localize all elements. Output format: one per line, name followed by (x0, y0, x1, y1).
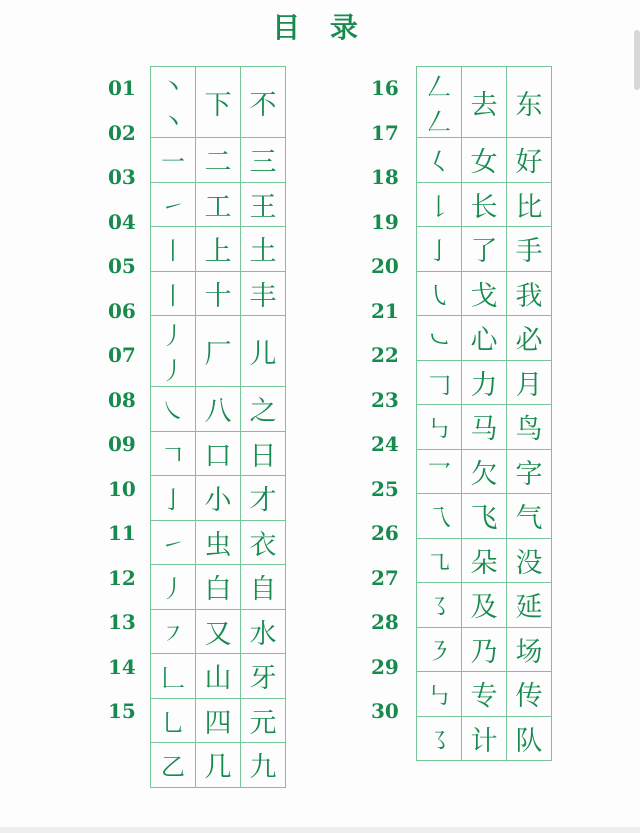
stroke-cell: ㇋ (417, 627, 462, 672)
stroke-cell: 𠃍 (151, 431, 196, 476)
character-cell: 力 (462, 360, 507, 405)
lesson-number: 08 (108, 387, 136, 412)
character-cell: 八 (196, 387, 241, 432)
grid-row (151, 227, 286, 272)
character-cell: 四 (196, 698, 241, 743)
character-cell: 没 (507, 538, 552, 583)
stroke-cell: ㇉ (417, 672, 462, 717)
character-cell: 女 (462, 138, 507, 183)
character-cell: 场 (507, 627, 552, 672)
character-cell: 月 (507, 360, 552, 405)
grid-row (151, 565, 286, 610)
lesson-number: 06 (108, 298, 136, 323)
lesson-number: 07 (108, 343, 136, 367)
lesson-number: 19 (371, 209, 399, 234)
character-cell: 乃 (462, 627, 507, 672)
lesson-number: 05 (108, 254, 136, 278)
stroke-cell: 亅 (151, 476, 196, 521)
character-cell: 朵 (462, 538, 507, 583)
lesson-number: 25 (371, 476, 399, 501)
left-character-grid (150, 66, 286, 788)
character-cell: 鸟 (507, 405, 552, 450)
lesson-number: 30 (371, 699, 399, 723)
character-cell: 东 (507, 67, 552, 138)
character-cell: 几 (196, 743, 241, 788)
character-cell: 水 (241, 609, 286, 654)
stroke-cell: 丨 (151, 227, 196, 272)
lesson-number: 15 (108, 699, 136, 723)
lesson-number: 24 (371, 432, 399, 456)
lesson-number: 03 (108, 165, 136, 189)
character-cell: 衣 (241, 520, 286, 565)
character-cell: 牙 (241, 654, 286, 699)
character-cell: 好 (507, 138, 552, 183)
grid-row (151, 698, 286, 743)
grid-row (151, 138, 286, 183)
grid-row (417, 182, 552, 227)
grid-row (417, 538, 552, 583)
character-cell: 不 (241, 67, 286, 138)
character-cell: 王 (241, 182, 286, 227)
stroke-cell: ㇀ (151, 520, 196, 565)
grid-row (417, 316, 552, 361)
lesson-number: 27 (371, 565, 399, 590)
left-number-column (108, 66, 152, 734)
character-cell: 必 (507, 316, 552, 361)
character-cell: 手 (507, 227, 552, 272)
lesson-number: 16 (371, 76, 399, 100)
stroke-cell: 𠃋𠃋 (417, 67, 462, 138)
lesson-number: 02 (108, 120, 136, 145)
stroke-cell: 乙 (151, 743, 196, 788)
stroke-cell: ㇌ (417, 716, 462, 761)
character-cell: 二 (196, 138, 241, 183)
stroke-cell: 乁 (417, 494, 462, 539)
lesson-number: 26 (371, 521, 399, 545)
right-number-column (371, 66, 415, 734)
stroke-cell: 𠃊 (151, 654, 196, 699)
stroke-cell: 𠃌 (417, 360, 462, 405)
grid-row (151, 431, 286, 476)
grid-row (417, 449, 552, 494)
stroke-cell: ㇂ (417, 271, 462, 316)
character-cell: 计 (462, 716, 507, 761)
character-cell: 小 (196, 476, 241, 521)
grid-row (417, 227, 552, 272)
stroke-cell: ㇌ (417, 583, 462, 628)
lesson-number: 09 (108, 432, 136, 456)
grid-row (151, 387, 286, 432)
lesson-number: 12 (108, 565, 136, 590)
grid-row (417, 360, 552, 405)
stroke-cell: 丨 (151, 271, 196, 316)
grid-row (417, 271, 552, 316)
stroke-cell: 𡿨 (417, 138, 462, 183)
character-cell: 十 (196, 271, 241, 316)
grid-row (151, 271, 286, 316)
lesson-number: 01 (108, 76, 136, 100)
character-cell: 去 (462, 67, 507, 138)
stroke-cell: 丶丶 (151, 67, 196, 138)
character-cell: 及 (462, 583, 507, 628)
lesson-number: 28 (371, 610, 399, 634)
lesson-number: 14 (108, 654, 136, 679)
character-cell: 长 (462, 182, 507, 227)
stroke-cell: 丿丿 (151, 316, 196, 387)
character-cell: 才 (241, 476, 286, 521)
grid-row (151, 743, 286, 788)
grid-row (417, 672, 552, 717)
grid-row (417, 583, 552, 628)
character-cell: 戈 (462, 271, 507, 316)
lesson-number: 10 (108, 476, 136, 501)
stroke-cell: ㇈ (417, 538, 462, 583)
character-cell: 字 (507, 449, 552, 494)
grid-row (151, 476, 286, 521)
stroke-cell: 亅 (417, 227, 462, 272)
lesson-number: 20 (371, 254, 399, 278)
character-cell: 飞 (462, 494, 507, 539)
character-cell: 了 (462, 227, 507, 272)
character-cell: 元 (241, 698, 286, 743)
page-title: 目 录 (272, 11, 368, 44)
character-cell: 延 (507, 583, 552, 628)
lesson-number: 13 (108, 610, 136, 634)
stroke-cell: 乚 (151, 698, 196, 743)
character-cell: 日 (241, 431, 286, 476)
character-cell: 专 (462, 672, 507, 717)
character-cell: 工 (196, 182, 241, 227)
character-cell: 下 (196, 67, 241, 138)
stroke-cell: ㇏ (151, 387, 196, 432)
lesson-number: 23 (371, 387, 399, 412)
lesson-number: 29 (371, 654, 399, 679)
grid-row (151, 654, 286, 699)
character-cell: 上 (196, 227, 241, 272)
grid-row (151, 520, 286, 565)
character-cell: 之 (241, 387, 286, 432)
right-character-grid (416, 66, 552, 761)
stroke-cell: ㇀ (151, 182, 196, 227)
grid-row (151, 316, 286, 387)
character-cell: 九 (241, 743, 286, 788)
stroke-cell: ㇃ (417, 316, 462, 361)
character-cell: 三 (241, 138, 286, 183)
character-cell: 欠 (462, 449, 507, 494)
stroke-cell: ㇇ (151, 609, 196, 654)
grid-row (417, 494, 552, 539)
stroke-cell: 𠄌 (417, 182, 462, 227)
character-cell: 虫 (196, 520, 241, 565)
lesson-number: 22 (371, 343, 399, 367)
bottom-edge (0, 827, 640, 833)
grid-row (417, 67, 552, 138)
lesson-number: 18 (371, 165, 399, 189)
grid-row (417, 716, 552, 761)
character-cell: 白 (196, 565, 241, 610)
scrollbar[interactable] (634, 30, 640, 90)
lesson-number: 11 (108, 521, 136, 545)
stroke-cell: ㇉ (417, 405, 462, 450)
character-cell: 山 (196, 654, 241, 699)
lesson-number: 17 (371, 120, 399, 145)
character-cell: 土 (241, 227, 286, 272)
character-cell: 比 (507, 182, 552, 227)
grid-row (151, 609, 286, 654)
lesson-number: 21 (371, 298, 399, 323)
character-cell: 丰 (241, 271, 286, 316)
grid-row (417, 138, 552, 183)
character-cell: 队 (507, 716, 552, 761)
character-cell: 传 (507, 672, 552, 717)
grid-row (151, 182, 286, 227)
stroke-cell: 乛 (417, 449, 462, 494)
character-cell: 马 (462, 405, 507, 450)
character-cell: 口 (196, 431, 241, 476)
grid-row (151, 67, 286, 138)
character-cell: 心 (462, 316, 507, 361)
character-cell: 我 (507, 271, 552, 316)
stroke-cell: 丿 (151, 565, 196, 610)
grid-row (417, 405, 552, 450)
stroke-cell: 一 (151, 138, 196, 183)
grid-row (417, 627, 552, 672)
character-cell: 自 (241, 565, 286, 610)
character-cell: 气 (507, 494, 552, 539)
character-cell: 厂 (196, 316, 241, 387)
character-cell: 儿 (241, 316, 286, 387)
character-cell: 又 (196, 609, 241, 654)
lesson-number: 04 (108, 209, 136, 234)
